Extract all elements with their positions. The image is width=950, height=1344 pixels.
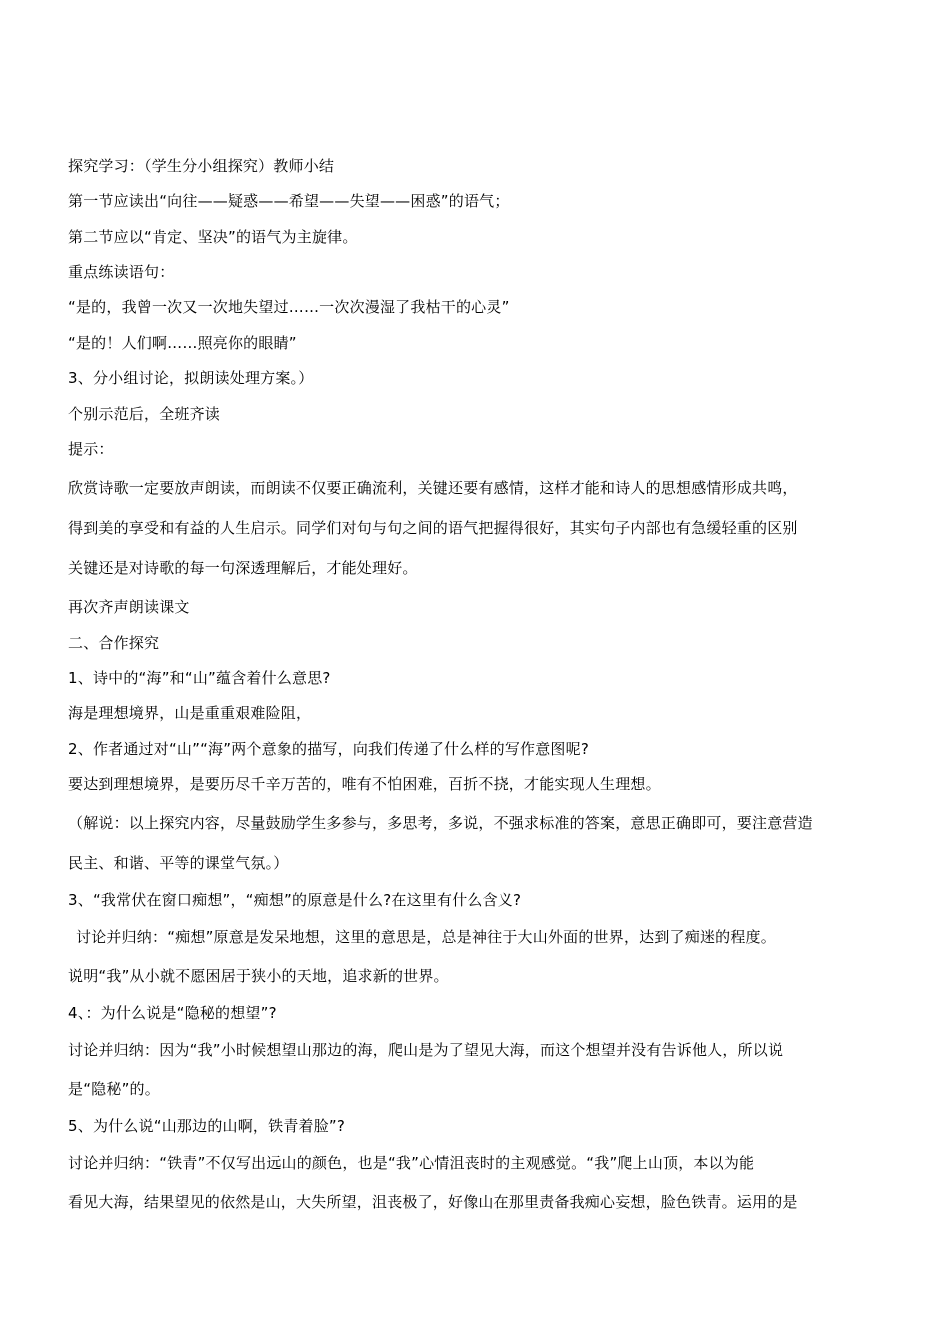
text-line: 看见大海，结果望见的依然是山，大失所望，沮丧极了，好像山在那里责备我痴心妄想，脸色铁青。运用的是 (68, 1193, 798, 1211)
text-line: 个别示范后，全班齐读 (68, 405, 221, 423)
text-line: 要达到理想境界，是要历尽千辛万苦的，唯有不怕困难，百折不挠，才能实现人生理想。 (68, 775, 661, 793)
text-line: 说明“我”从小就不愿困居于狭小的天地，追求新的世界。 (68, 967, 449, 985)
text-line: 得到美的享受和有益的人生启示。同学们对句与句之间的语气把握得很好，其实句子内部也有急缓轻重的区别 (68, 519, 798, 537)
text-line: 4、：为什么说是“隐秘的想望”? (68, 1004, 277, 1022)
text-line: 3、分小组讨论，拟朗读处理方案。） (68, 369, 314, 387)
text-line: 讨论并归纳：因为“我”小时候想望山那边的海，爬山是为了望见大海，而这个想望并没有告诉他人，所以说 (68, 1041, 784, 1059)
text-line: 2、作者通过对“山”“海”两个意象的描写，向我们传递了什么样的写作意图呢? (68, 740, 589, 758)
text-line: （解说：以上探究内容，尽量鼓励学生多参与，多思考，多说，不强求标准的答案，意思正确即可，要注意营造 (68, 814, 813, 832)
text-line: 是“隐秘”的。 (68, 1080, 160, 1098)
text-line: 重点练读语句： (68, 263, 175, 281)
text-line: “是的！人们啊……照亮你的眼睛” (68, 334, 297, 352)
text-line: “是的，我曾一次又一次地失望过……一次次漫湿了我枯干的心灵” (68, 298, 510, 316)
text-line: 3、“我常伏在窗口痴想”，“痴想”的原意是什么?在这里有什么含义? (68, 891, 522, 909)
text-line: 讨论并归纳：“铁青”不仅写出远山的颜色，也是“我”心情沮丧时的主观感觉。“我”爬上山顶，本以为能 (68, 1154, 755, 1172)
text-line: 民主、和谐、平等的课堂气氛。） (68, 854, 289, 872)
text-line: 5、为什么说“山那边的山啊，铁青着脸”? (68, 1117, 346, 1135)
text-line: 讨论并归纳：“痴想”原意是发呆地想，这里的意思是，总是神往于大山外面的世界，达到了痴迷的程度。 (76, 928, 776, 946)
text-line: 再次齐声朗读课文 (68, 598, 190, 616)
text-line: 探究学习：（学生分小组探究）教师小结 (68, 157, 335, 175)
text-line: 海是理想境界，山是重重艰难险阻， (68, 704, 312, 722)
text-line: 第一节应读出“向往——疑惑——希望——失望——困惑”的语气； (68, 192, 510, 210)
text-line: 1、诗中的“海”和“山”蕴含着什么意思? (68, 669, 331, 687)
text-line: 关键还是对诗歌的每一句深透理解后，才能处理好。 (68, 559, 418, 577)
text-line: 欣赏诗歌一定要放声朗读，而朗读不仅要正确流利，关键还要有感情，这样才能和诗人的思想感情形成共鸣， (68, 479, 798, 497)
text-line: 提示： (68, 440, 114, 458)
text-line: 二、合作探究 (68, 634, 160, 652)
text-line: 第二节应以“肯定、坚决”的语气为主旋律。 (68, 228, 358, 246)
